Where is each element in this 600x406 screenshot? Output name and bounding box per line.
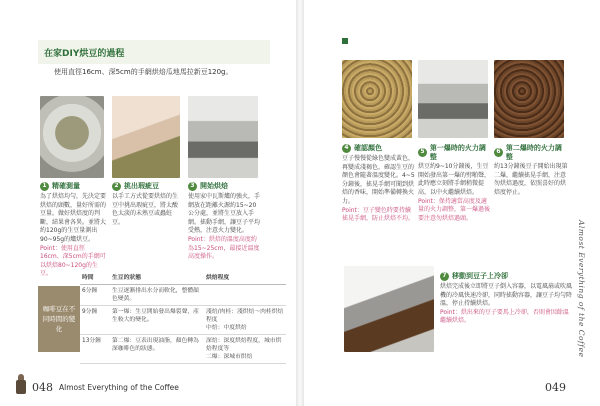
- step-2-text: 以手工方式從要烘焙的生豆中挑出瑕疵豆，將太酸色太淡的未熟豆或蟲蛀豆。: [112, 193, 179, 226]
- page-number-left: 048: [32, 381, 53, 394]
- step-4-number: 4: [342, 144, 351, 153]
- step-1-number: 1: [40, 182, 49, 191]
- step-5-number: 5: [418, 148, 427, 157]
- step-5-text: 烘豆約9~10分鐘後，生豆開始發出第一爆的劈啪聲，此時應立刻將手網稍微提高，以中火繼續烘焙。: [418, 163, 491, 196]
- header-state: 生豆的狀態: [110, 268, 204, 285]
- step-6-title: 第二爆時的火力調整: [505, 144, 562, 161]
- table-row: [80, 335, 286, 364]
- roast-time-table: [80, 268, 286, 364]
- row-time: 9分鐘: [80, 306, 110, 335]
- photo-sorting-beans: [112, 96, 180, 178]
- photo-stove: [188, 96, 258, 178]
- header-time: 時間: [80, 268, 110, 285]
- row-roast: 深焙：深度烘焙程度，城市烘焙程度等 二爆：深城市烘焙: [204, 335, 286, 364]
- section-marker: [342, 38, 348, 44]
- step-6-text: 約13分鐘後豆子開始出現第二爆，繼續搖晃手網，注意勿烘焙過度，依照喜好的烘焙度停止。: [494, 163, 568, 196]
- step-7: [440, 272, 574, 326]
- step-3-point: Point：烘焙的溫度高度約為15~25cm，最接近溫度高度操作。: [188, 235, 260, 261]
- table-row: [80, 285, 286, 306]
- step-1: [40, 182, 106, 279]
- step-5-title: 第一爆時的火力調整: [429, 144, 486, 161]
- step-3: [188, 182, 262, 262]
- photo-scale: [40, 96, 104, 178]
- row-time: 6分鐘: [80, 285, 110, 306]
- table-side-label: 咖啡豆在不同時間的變化: [38, 286, 80, 352]
- step-1-text: 為了烘焙均勻，先決定要烘焙的頭數，量好所需的豆量。做好烘焙度的判斷，結果會各異。並將大約120g的生豆量測出90~95g的爐烘豆。: [40, 193, 107, 243]
- row-state: 第一爆：生豆開始發出爆裂聲，產生較大的變化。: [110, 306, 204, 335]
- photo-cooling-beans: [344, 266, 434, 352]
- step-7-number: 7: [440, 272, 449, 281]
- vertical-running-title: Almost Everything of the Coffee: [577, 220, 586, 358]
- photo-yellow-beans: [342, 60, 412, 138]
- book-gutter: [296, 0, 304, 406]
- step-7-text: 烘焙完成後立即將豆子倒入容器，以電風扇或吹風機的冷風快速冷卻，同時搖動容器，讓豆子均勻降溫，停止持續烘焙。: [440, 283, 573, 308]
- step-7-title: 移動到豆子上冷卻: [452, 272, 508, 281]
- left-page: [0, 0, 296, 406]
- row-roast: [204, 285, 286, 306]
- step-5: [418, 144, 492, 223]
- step-2: [112, 182, 180, 227]
- step-2-title: 挑出瑕疵豆: [124, 182, 159, 191]
- photo-roasting-net: [418, 60, 488, 138]
- step-3-number: 3: [188, 182, 197, 191]
- step-5-point: Point：保持適當高度及適量的火力調整，第一爆過後要注意勿烘焙過頭。: [418, 197, 491, 222]
- row-time: 13分鐘: [80, 335, 110, 364]
- step-6-number: 6: [494, 148, 503, 157]
- right-page: [304, 0, 600, 406]
- step-6: [494, 144, 568, 198]
- step-2-number: 2: [112, 182, 121, 191]
- coffee-grinder-icon: [14, 374, 28, 396]
- running-title: Almost Everything of the Coffee: [59, 383, 179, 392]
- step-7-point: Point：烘出來的豆子要馬上冷卻，否則會因餘溫繼續烘焙。: [440, 308, 569, 325]
- row-roast: 淺焙/肉桂：淺烘焙～肉桂烘焙程度 中焙：中度烘焙: [204, 306, 286, 335]
- photo-brown-beans: [494, 60, 564, 138]
- step-4-text: 豆子慢慢從綠色變成黃色，再變成淺褐色，確認生豆的顏色會隨著溫度變化。4~5分鐘後，搖晃手網可聞到烘焙的香味，開始準備轉換火力。: [342, 155, 415, 205]
- step-1-point: Point：使用直徑16cm、深5cm的手網可以烘焙80~120g的生豆。: [40, 244, 106, 278]
- row-state: 生豆逐漸排出水分而軟化，整體顏色變黃。: [110, 285, 204, 306]
- step-4-point: Point：豆子變色時要持續搖晃手網，防止烘焙不均。: [342, 206, 415, 223]
- step-3-text: 使用家中瓦斯爐的強火，手網放在距離火源約15~20公分處，並將生豆放入手網。搖動手網，讓豆子平均受熱，注意火力變化。: [188, 193, 261, 235]
- section-subtitle: 使用直徑16cm、深5cm的手網烘焙瓜地馬拉新豆120g。: [54, 68, 233, 76]
- page-number-right: 049: [545, 381, 566, 394]
- row-state: 第二爆：豆表出現油脂，顏色轉為深咖啡色的狀態。: [110, 335, 204, 364]
- right-folio: [545, 381, 566, 394]
- step-3-title: 開始烘焙: [200, 182, 228, 191]
- section-title: 在家DIY烘豆的過程: [44, 49, 125, 59]
- step-4-title: 確認顏色: [354, 144, 382, 153]
- header-roast: 烘焙程度: [204, 268, 286, 285]
- step-4: [342, 144, 416, 224]
- table-row: [80, 306, 286, 335]
- step-1-title: 精確測量: [52, 182, 80, 191]
- left-folio: [32, 381, 179, 394]
